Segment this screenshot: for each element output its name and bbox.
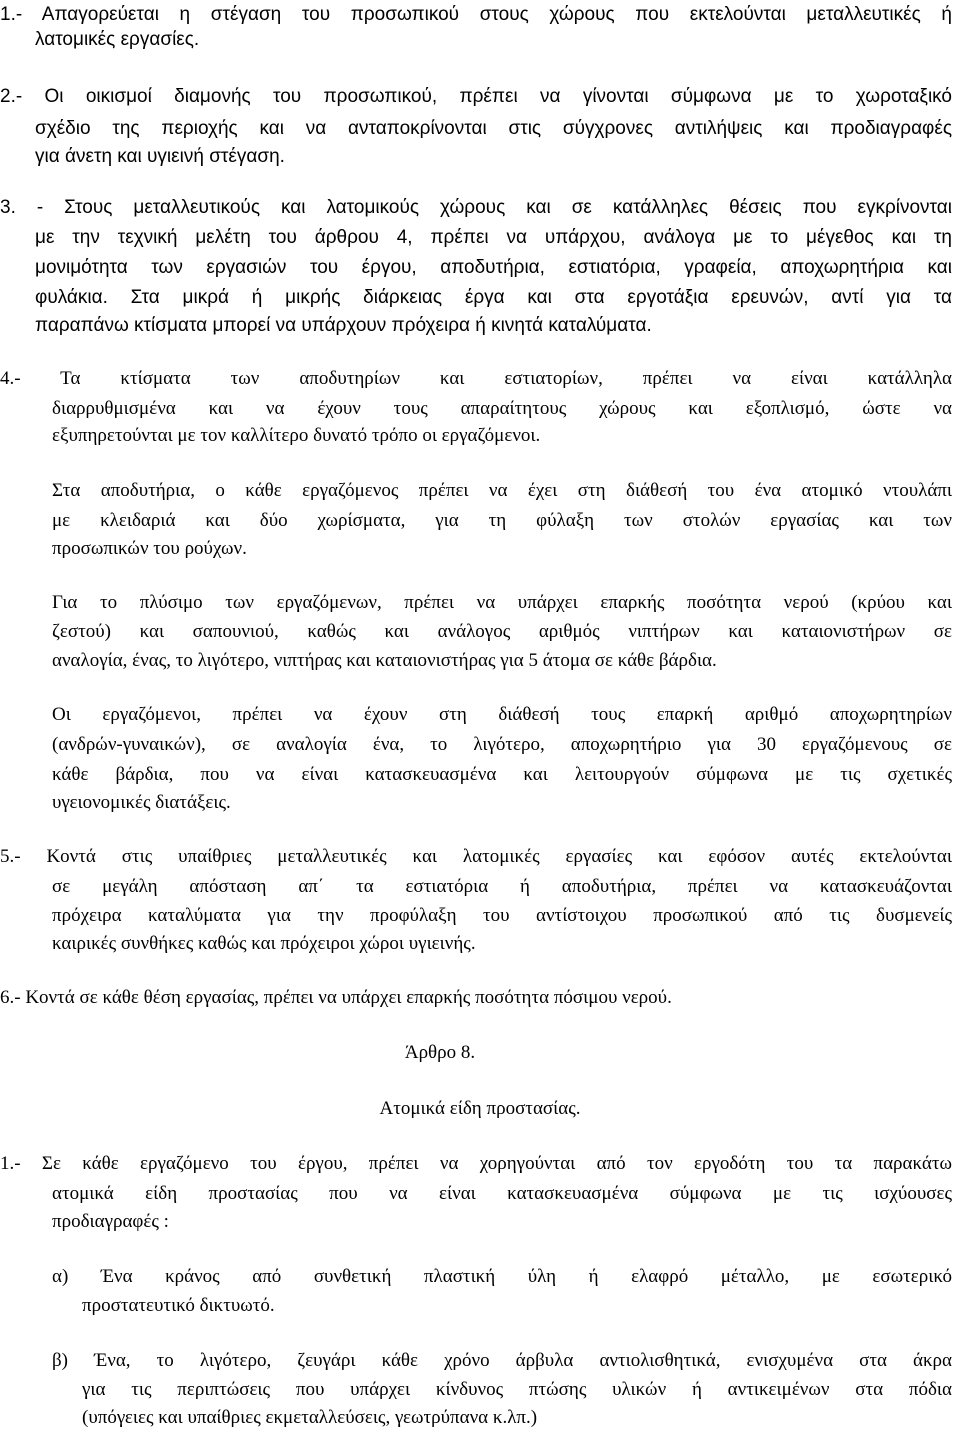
text-line: καιρικές συνθήκες καθώς και πρόχειροι χώροι υγιεινής. <box>52 933 476 954</box>
text-line: α) Ένα κράνος από συνθετική πλαστική ύλη ή ελαφρό μέταλλο, με εσωτερικό <box>52 1266 952 1287</box>
text-line: Για το πλύσιμο των εργαζόμενων, πρέπει να υπάρχει επαρκής ποσότητα νερού (κρύου και <box>52 592 952 613</box>
text-line: 1.- Απαγορεύεται η στέγαση του προσωπικού στους χώρους που εκτελούνται μεταλλευτικές ή <box>0 4 952 25</box>
text-line: με την τεχνική μελέτη του άρθρου 4, πρέπει να υπάρχου, ανάλογα με το μέγεθος και τη <box>35 227 952 248</box>
article-subheading: Ατομικά είδη προστασίας. <box>379 1098 581 1119</box>
text-line: 2.- Οι οικισμοί διαμονής του προσωπικού, πρέπει να γίνονται σύμφωνα με το χωροταξικό <box>0 86 952 107</box>
text-line: με κλειδαριά και δύο χωρίσματα, για τη φύλαξη των στολών εργασίας και των <box>52 510 952 531</box>
text-line: λατομικές εργασίες. <box>35 29 200 50</box>
text-line: κάθε βάρδια, που να είναι κατασκευασμένα και λειτουργούν σύμφωνα με τις σχετικές <box>52 764 952 785</box>
text-line: 5.- Κοντά στις υπαίθριες μεταλλευτικές και λατομικές εργασίες και εφόσον αυτές εκτελούνται <box>0 846 952 867</box>
text-line: εξυπηρετούνται με τον καλλίτερο δυνατό τρόπο οι εργαζόμενοι. <box>52 425 541 446</box>
text-line: για άνετη και υγιεινή στέγαση. <box>35 146 285 167</box>
text-line: αναλογία, ένας, το λιγότερο, νιπτήρας και καταιονιστήρας για 5 άτομα σε κάθε βάρδια. <box>52 650 717 671</box>
text-line: 4.- Τα κτίσματα των αποδυτηρίων και εστιατορίων, πρέπει να είναι κατάλληλα <box>0 368 952 389</box>
text-line: σχέδιο της περιοχής και να ανταποκρίνονται στις σύγχρονες αντιλήψεις και προδιαγραφές <box>35 118 952 139</box>
text-line: διαρρυθμισμένα και να έχουν τους απαραίτητους χώρους και εξοπλισμό, ώστε να <box>52 398 952 419</box>
text-line: προσωπικών του ρούχων. <box>52 538 247 559</box>
text-line: 1.- Σε κάθε εργαζόμενο του έργου, πρέπει να χορηγούνται από τον εργοδότη του τα παρακάτω <box>0 1153 952 1174</box>
text-line: παραπάνω κτίσματα μπορεί να υπάρχουν πρόχειρα ή κινητά καταλύματα. <box>35 315 652 336</box>
text-line: για τις περιπτώσεις που υπάρχει κίνδυνος πτώσης υλικών ή αντικειμένων στα πόδια <box>82 1379 952 1400</box>
text-line: προδιαγραφές : <box>52 1211 169 1232</box>
text-line: (ανδρών-γυναικών), σε αναλογία ένα, το λιγότερο, αποχωρητήριο για 30 εργαζόμενους σε <box>52 734 952 755</box>
text-line: Στα αποδυτήρια, ο κάθε εργαζόμενος πρέπει να έχει στη διάθεσή του ένα ατομικό ντουλάπι <box>52 480 952 501</box>
text-line: μονιμότητα των εργασιών του έργου, αποδυτήρια, εστιατόρια, γραφεία, αποχωρητήρια και <box>35 257 952 278</box>
text-line: φυλάκια. Στα μικρά ή μικρής διάρκειας έργα και στα εργοτάξια ερευνών, αντί για τα <box>35 287 952 308</box>
text-line: ζεστού) και σαπουνιού, καθώς και ανάλογος αριθμός νιπτήρων και καταιονιστήρων σε <box>52 621 952 642</box>
text-line: πρόχειρα καταλύματα για την προφύλαξη του αντίστοιχου προσωπικού από τις δυσμενείς <box>52 905 952 926</box>
text-line: προστατευτικό δικτυωτό. <box>82 1295 275 1316</box>
text-line: (υπόγειες και υπαίθριες εκμεταλλεύσεις, γεωτρύπανα κ.λπ.) <box>82 1407 538 1428</box>
text-line: 3. - Στους μεταλλευτικούς και λατομικούς χώρους και σε κατάλληλες θέσεις που εγκρίνονται <box>0 197 952 218</box>
text-line: ατομικά είδη προστασίας που να είναι κατασκευασμένα σύμφωνα με τις ισχύουσες <box>52 1183 952 1204</box>
text-line: υγειονομικές διατάξεις. <box>52 792 231 813</box>
article-heading: Άρθρο 8. <box>404 1042 476 1063</box>
text-line: 6.- Κοντά σε κάθε θέση εργασίας, πρέπει να υπάρχει επαρκής ποσότητα πόσιμου νερού. <box>0 987 672 1008</box>
text-line: σε μεγάλη απόσταση απ΄ τα εστιατόρια ή αποδυτήρια, πρέπει να κατασκευάζονται <box>52 876 952 897</box>
text-line: Οι εργαζόμενοι, πρέπει να έχουν στη διάθεσή τους επαρκή αριθμό αποχωρητηρίων <box>52 704 952 725</box>
text-line: β) Ένα, το λιγότερο, ζευγάρι κάθε χρόνο άρβυλα αντιολισθητικά, ενισχυμένα στα άκρα <box>52 1350 952 1371</box>
